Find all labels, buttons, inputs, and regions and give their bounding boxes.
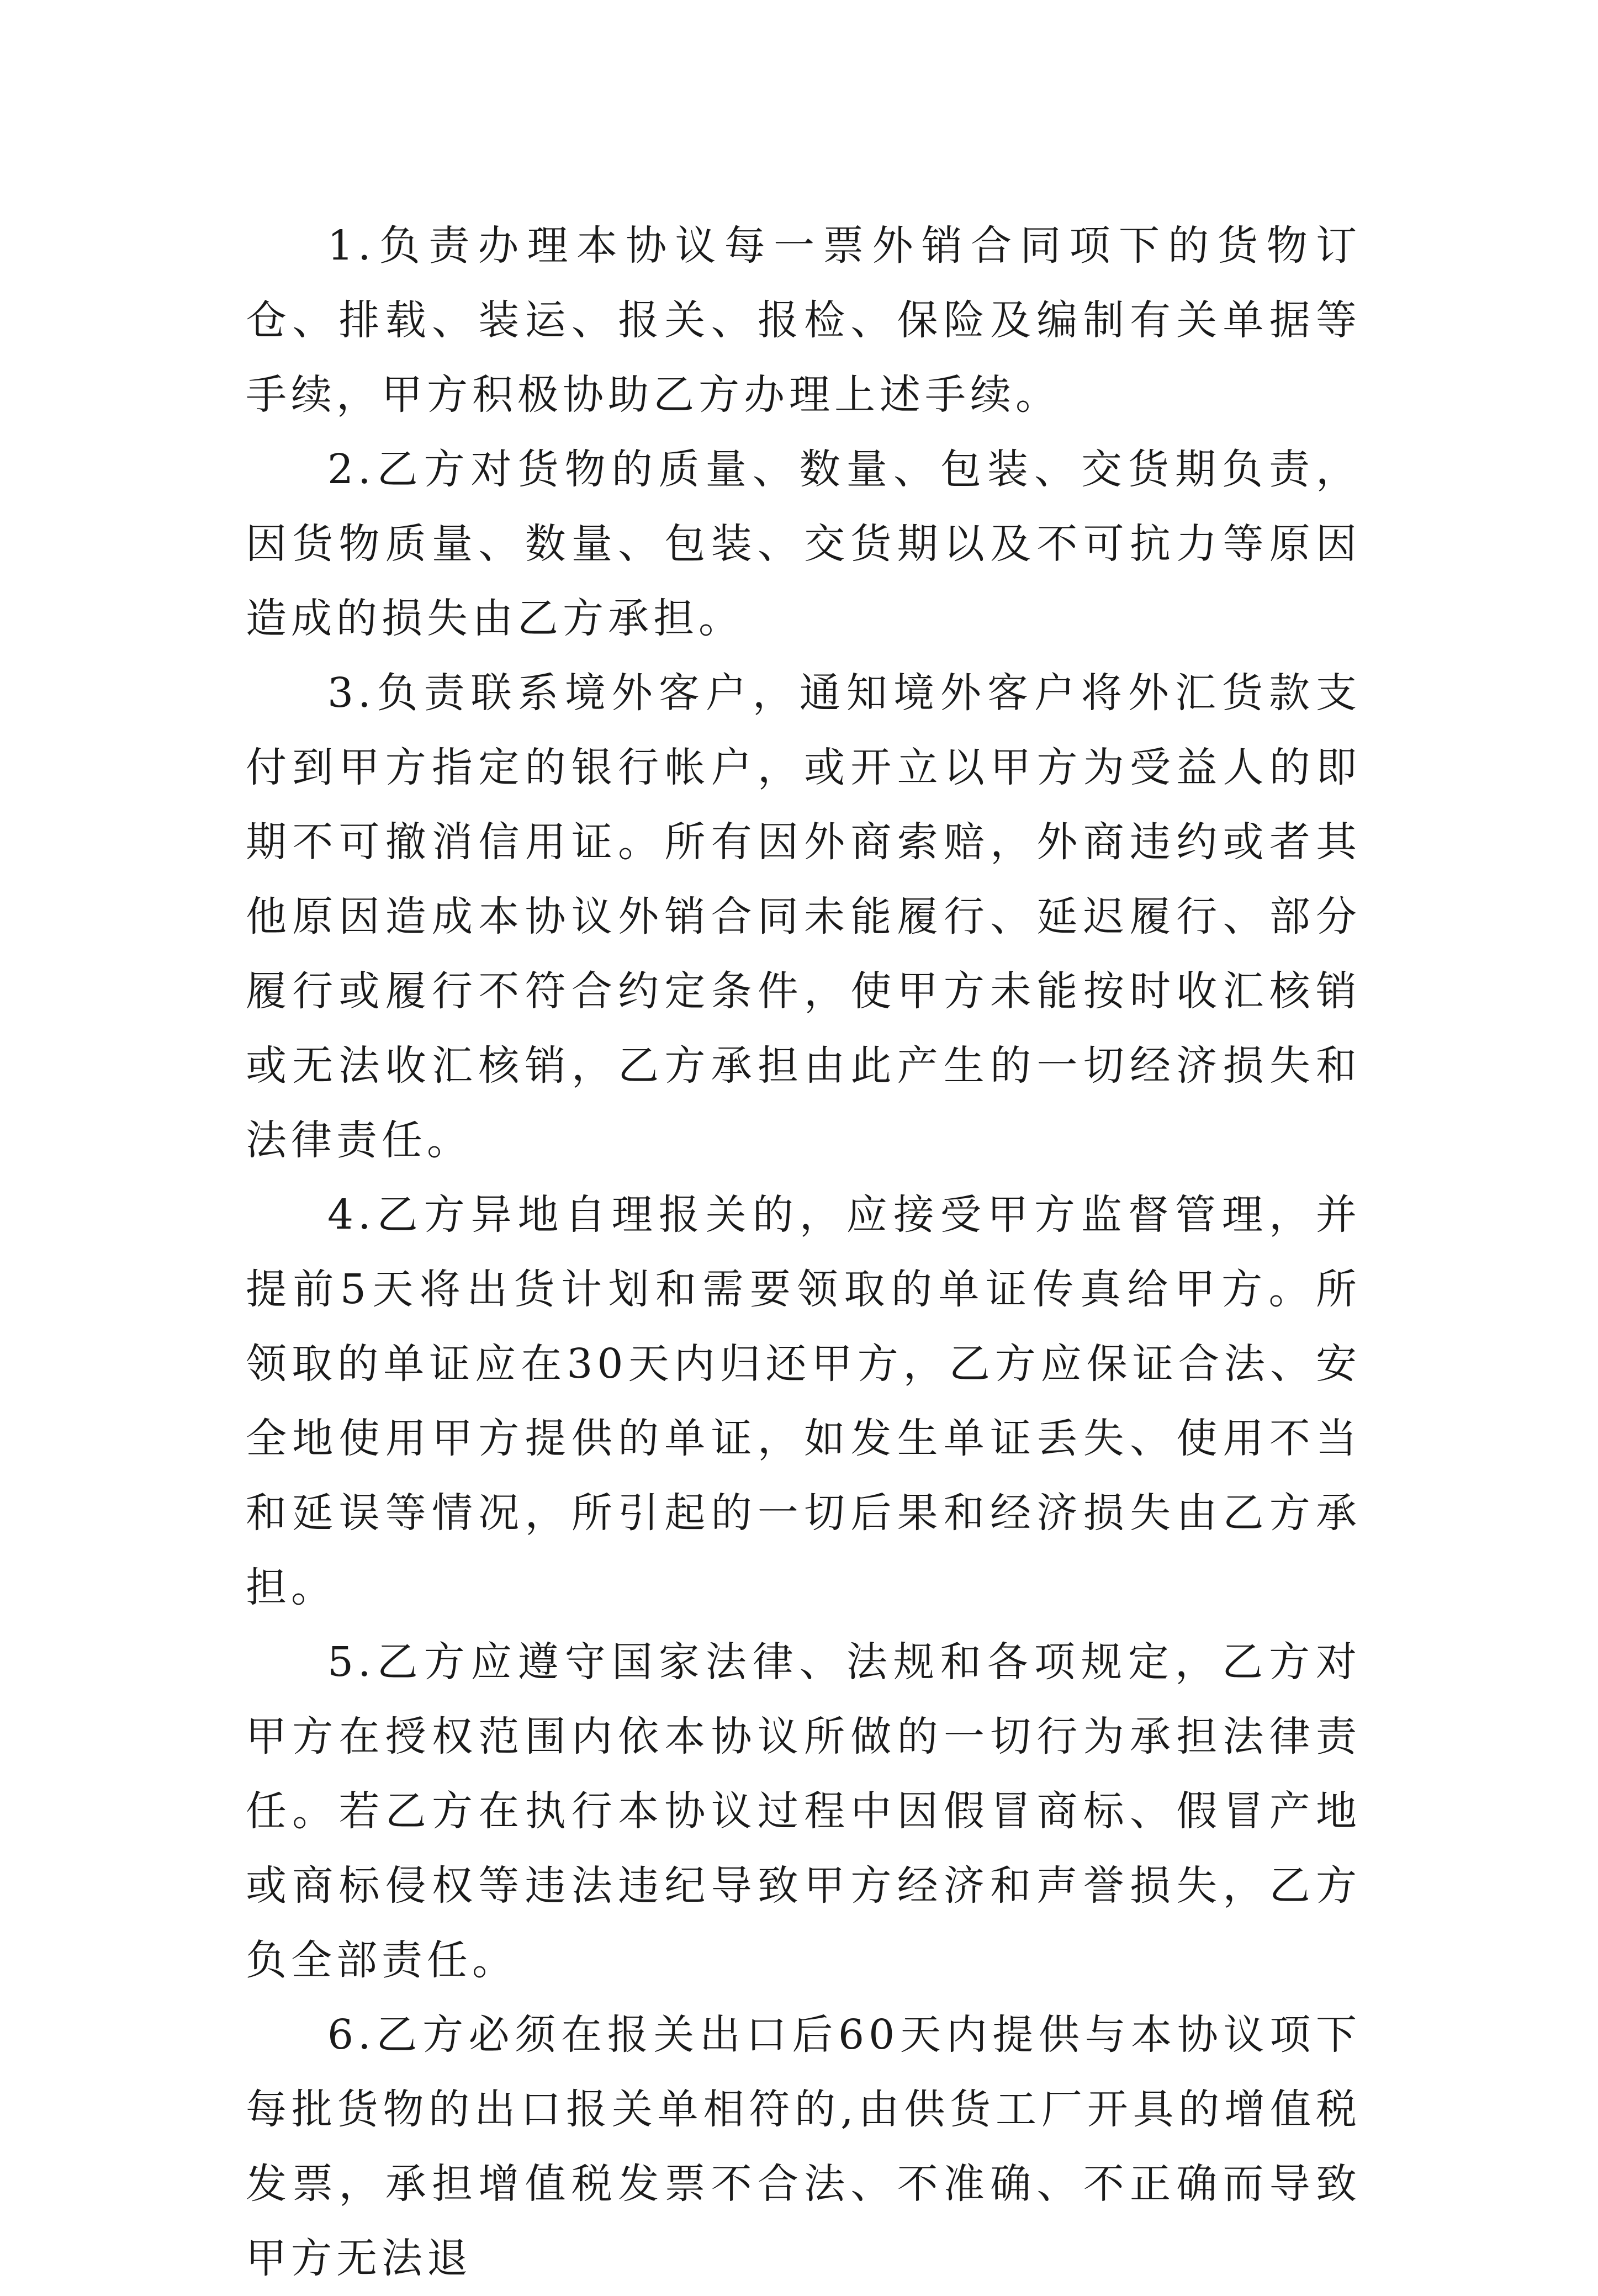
clause-paragraph-5: 5.乙方应遵守国家法律、法规和各项规定，乙方对甲方在授权范围内依本协议所做的一切行为承担法律责任。若乙方在执行本协议过程中因假冒商标、假冒产地或商标侵权等违法违纪导致甲方经济和声誉损失，乙方负全部责任。 <box>246 1638 1361 1984</box>
clause-paragraph-6: 6.乙方必须在报关出口后60天内提供与本协议项下每批货物的出口报关单相符的,由供货工厂开具的增值税发票，承担增值税发票不合法、不准确、不正确而导致甲方无法退 <box>246 2011 1361 2282</box>
clause-paragraph-2: 2.乙方对货物的质量、数量、包装、交货期负责，因货物质量、数量、包装、交货期以及不可抗力等原因造成的损失由乙方承担。 <box>246 446 1361 642</box>
clause-paragraph-4: 4.乙方异地自理报关的，应接受甲方监督管理，并提前5天将出货计划和需要领取的单证传真给甲方。所领取的单证应在30天内归还甲方，乙方应保证合法、安全地使用甲方提供的单证，如发生单证丢失、使用不当和延误等情况，所引起的一切后果和经济损失由乙方承担。 <box>246 1191 1361 1611</box>
document-body <box>246 209 1361 2296</box>
clause-paragraph-1: 1.负责办理本协议每一票外销合同项下的货物订仓、排载、装运、报关、报检、保险及编制有关单据等手续，甲方积极协助乙方办理上述手续。 <box>246 222 1361 419</box>
clause-paragraph-3: 3.负责联系境外客户，通知境外客户将外汇货款支付到甲方指定的银行帐户，或开立以甲方为受益人的即期不可撤消信用证。所有因外商索赔，外商违约或者其他原因造成本协议外销合同未能履行、延迟履行、部分履行或履行不符合约定条件，使甲方未能按时收汇核销或无法收汇核销，乙方承担由此产生的一切经济损失和法律责任。 <box>246 669 1361 1164</box>
